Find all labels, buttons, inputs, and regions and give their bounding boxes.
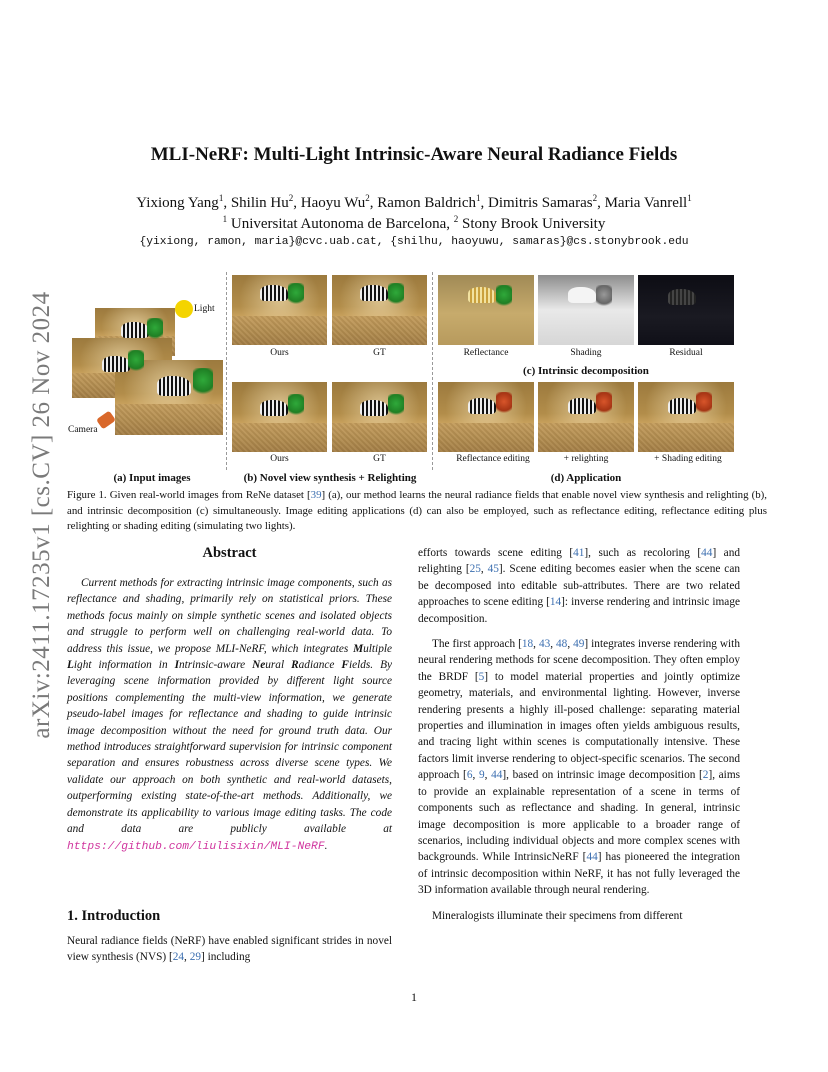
intro-heading: 1. Introduction — [67, 908, 161, 924]
right-column-body: efforts towards scene editing [41], such as recoloring [44] and relighting [25, 45]. Scene editing becomes easier when the scene can be decomposed into editable sub-attributes. There are two related approaches to scene editing [14]: inverse rendering and intrinsic image decomposition. The first approach [18, 43, 48, 49] integrates inverse rendering with neural rendering methods for scene decomposition. They often employ the BRDF [5] to model material properties and jointly optimize geometry, materials, and environmental lighting. However, inverse rendering presents a highly ill-posed challenge: separating material properties and illumination in images often yields ambiguous results, and tracing light within scenes is computationally intensive. These factors limit inverse rendering to object-specific scenarios. The second approach [6, 9, 44], based on intrinsic image decomposition [2], aims to provide an explainable representation of a scene in terms of components such as reflectance and shading. In general, intrinsic image decomposition is more applicable to a broader range of scenarios, including individual objects and more complex scenes with backgrounds. While IntrinsicNeRF [44] has pioneered the integration of intrinsic decomposition within NeRF, it has not fully leveraged the 3D information available through neural rendering. Mineralogists illuminate their specimens from different — [418, 547, 741, 922]
citation-link[interactable]: 14 — [549, 596, 562, 609]
subcaption-b: (b) Novel view synthesis + Relighting — [243, 472, 417, 484]
citation-link[interactable]: 25 — [469, 563, 481, 576]
author-list: Yixiong Yang$^1$, Shilin Hu$^2$, Haoyu Wu$^2$, Ramon Baldrich$^1$, Dimitris Samaras$^2$, Maria Vanrell$^1$ — [136, 193, 692, 211]
light-label: Light — [194, 304, 215, 314]
camera-label: Camera — [68, 425, 98, 435]
citation-link[interactable]: 39 — [310, 489, 322, 501]
label-shading-editing: + Shading editing — [654, 454, 722, 464]
citation-link[interactable]: 43 — [538, 638, 551, 651]
label-reflectance-editing: Reflectance editing — [456, 454, 530, 464]
citation-link[interactable]: 41 — [573, 547, 585, 559]
citation-link[interactable]: 2 — [702, 769, 709, 782]
subcaption-a: (a) Input images — [113, 472, 191, 484]
figure-divider-2 — [432, 272, 433, 470]
camera-icon — [96, 410, 116, 429]
abstract-heading: Abstract — [202, 545, 257, 561]
paper-title: MLI-NeRF: Multi-Light Intrinsic-Aware Neural Radiance Fields — [150, 144, 678, 165]
author: Dimitris Samaras — [488, 195, 593, 211]
citation-link[interactable]: 18 — [521, 638, 534, 651]
citation-link[interactable]: 5 — [478, 670, 485, 683]
nvs-ours-top — [232, 275, 327, 345]
code-url-link[interactable]: https://github.com/liulisixin/MLI-NeRF — [67, 840, 325, 853]
abstract-body: Current methods for extracting intrinsic image components, such as reflectance and shading, primarily rely on statistical priors. These methods focus mainly on simple synthetic scenes and isolated objects and struggle to perform well on challenging real-world data. To address this issue, we propose MLI-NeRF, which integrates Multiple Light information in Intrinsic-aware Neural Radiance Fields. By leveraging scene information provided by different light source positions complementing the multi-view information, we generate pseudo-label images for reflectance and shading to guide intrinsic image decomposition without the need for ground truth data. Our method introduces straightforward supervision for intrinsic component separation and ensures robustness across diverse scene types. We validate our approach on both synthetic and real-world datasets, outperforming existing state-of-the-art methods. Additionally, we demonstrate its applicability to various image editing tasks. The code and data are publicly available at https://github.com/liulisixin/MLI-NeRF. — [67, 577, 392, 853]
reflectance-editing-image — [438, 382, 534, 452]
author: Maria Vanrell — [604, 195, 688, 211]
residual-image — [638, 275, 734, 345]
relighting-image — [538, 382, 634, 452]
nvs-ours-bottom — [232, 382, 327, 452]
author: Yixiong Yang — [136, 195, 219, 211]
citation-link[interactable]: 49 — [573, 638, 585, 651]
citation-link[interactable]: 44 — [701, 547, 713, 559]
citation-link[interactable]: 44 — [491, 769, 503, 782]
affiliations: $^1$ Universitat Autonoma de Barcelona, $^2$ Stony Brook University — [222, 214, 606, 232]
arxiv-identifier-text: arXiv:2411.17235v1 [cs.CV] 26 Nov 2024 — [28, 291, 55, 739]
citation-link[interactable]: 24 — [172, 951, 185, 964]
subcaption-c: (c) Intrinsic decomposition — [523, 365, 649, 377]
figure-divider-1 — [226, 272, 227, 470]
nvs-gt-bottom — [332, 382, 427, 452]
label-shading: Shading — [570, 348, 602, 358]
light-bulb-icon — [175, 300, 193, 318]
label-ours-bottom: Ours — [270, 454, 289, 464]
page-number: 1 — [411, 990, 417, 1004]
shading-image — [538, 275, 634, 345]
label-ours-top: Ours — [270, 348, 289, 358]
citation-link[interactable]: 9 — [478, 769, 485, 782]
citation-link[interactable]: 29 — [189, 951, 201, 964]
label-gt-top: GT — [373, 348, 386, 358]
author: Ramon Baldrich — [377, 195, 477, 211]
label-reflectance: Reflectance — [463, 348, 509, 358]
figure-caption: Figure 1. Given real-world images from ReNe dataset [39] (a), our method learns the neural radiance fields that enable novel view synthesis and relighting (b), and intrinsic decomposition (c) simultaneously. Image editing applications (d) can also be employed, such as reflectance editing, reflectance editing plus relighting or shading editing (simulating two lights). — [67, 489, 767, 532]
label-gt-bottom: GT — [373, 454, 386, 464]
subcaption-d: (d) Application — [550, 472, 622, 484]
intro-body: Neural radiance fields (NeRF) have enabled significant strides in novel view synthesis (NVS) [24, 29] including — [67, 935, 392, 964]
author: Haoyu Wu — [300, 195, 366, 211]
arxiv-identifier — [22, 275, 62, 755]
citation-link[interactable]: 44 — [586, 851, 598, 864]
author-emails: {yixiong, ramon, maria}@cvc.uab.cat, {shilhu, haoyuwu, samaras}@cs.stonybrook.edu — [139, 236, 689, 248]
reflectance-image — [438, 275, 534, 345]
author: Shilin Hu — [230, 195, 289, 211]
label-relighting: + relighting — [563, 454, 609, 464]
citation-link[interactable]: 6 — [466, 769, 473, 782]
citation-link[interactable]: 48 — [556, 638, 568, 651]
nvs-gt-top — [332, 275, 427, 345]
citation-link[interactable]: 45 — [487, 563, 499, 576]
label-residual: Residual — [669, 348, 703, 358]
shading-editing-image — [638, 382, 734, 452]
